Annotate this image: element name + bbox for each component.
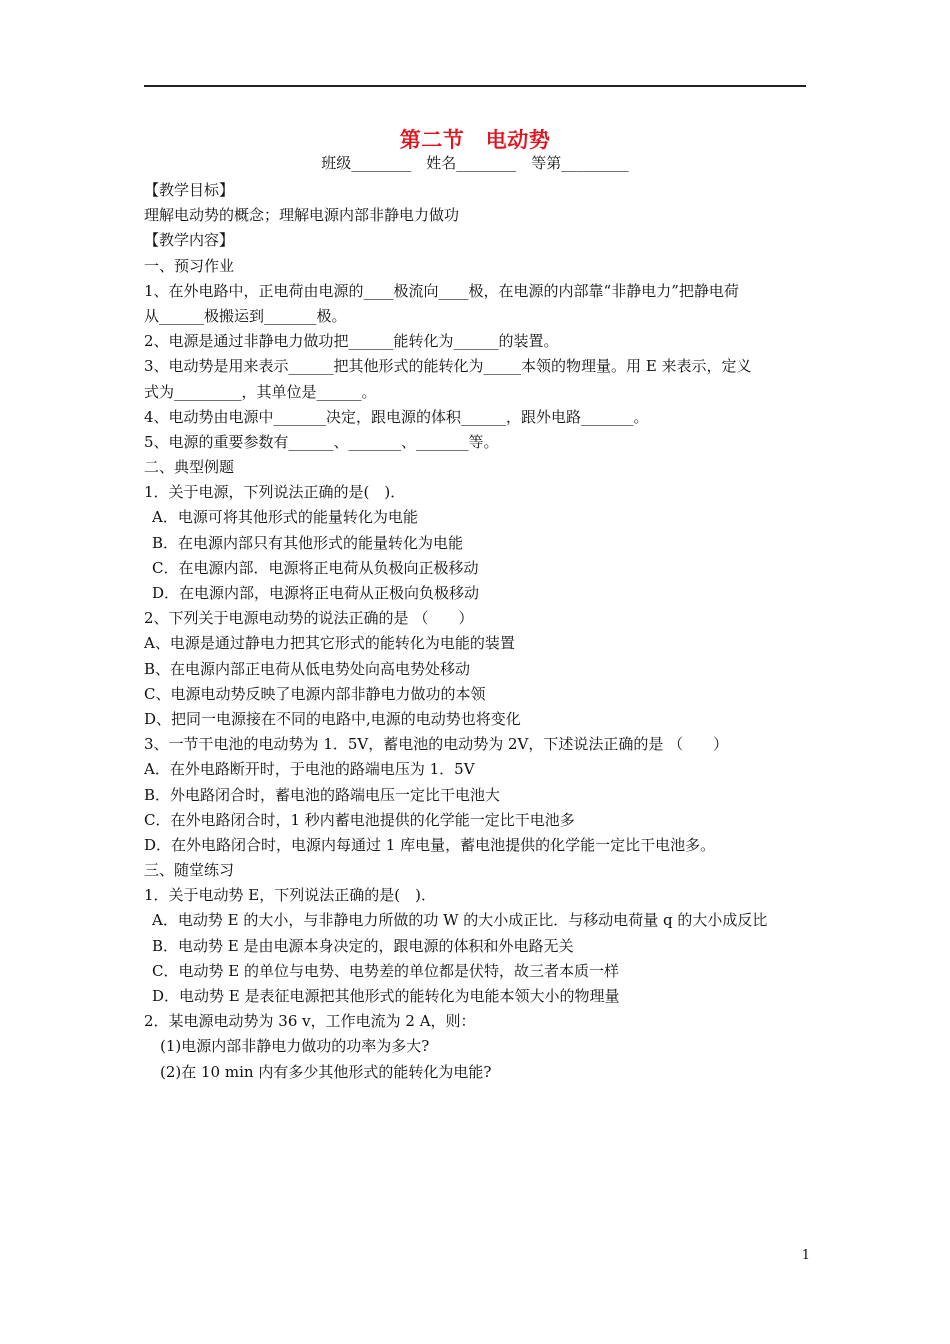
- question-option: B、在电源内部正电荷从低电势处向高电势处移动: [144, 659, 471, 678]
- sub-question: (1)电源内部非静电力做功的功率为多大?: [160, 1037, 430, 1056]
- preview-line: 1、在外电路中，正电荷由电源的____极流向____极，在电源的内部靠“非静电力”把静电荷: [144, 281, 739, 300]
- question-stem: 1．关于电源，下列说法正确的是( )．: [144, 483, 406, 502]
- preview-line: 从______极搬运到_______极。: [144, 306, 347, 325]
- content-heading: 【教学内容】: [144, 231, 235, 250]
- question-option: A．电源可将其他形式的能量转化为电能: [152, 508, 418, 527]
- question-option: B．外电路闭合时，蓄电池的路端电压一定比干电池大: [144, 785, 501, 804]
- question-stem: 2、下列关于电源电动势的说法正确的是 （ ）: [144, 609, 474, 628]
- question-option: C．在电源内部．电源将正电荷从负极向正极移动: [152, 558, 479, 577]
- header-rule: [144, 85, 806, 87]
- question-option: A．电动势 E 的大小，与非静电力所做的功 W 的大小成正比．与移动电荷量 q 的大小成反比: [152, 911, 768, 930]
- preview-line: 5、电源的重要参数有______、_______、_______等。: [144, 432, 499, 451]
- question-stem: 3、一节干电池的电动势为 1．5V，蓄电池的电动势为 2V，下述说法正确的是 （ ）: [144, 735, 729, 754]
- question-option: B．在电源内部只有其他形式的能量转化为电能: [152, 533, 464, 552]
- section-heading: 二、典型例题: [144, 458, 235, 477]
- preview-line: 2、电源是通过非静电力做功把______能转化为______的装置。: [144, 332, 559, 351]
- section-heading: 一、预习作业: [144, 256, 235, 275]
- student-info-line: 班级________ 姓名________ 等第_________: [321, 154, 629, 172]
- page-number: 1: [801, 1248, 810, 1263]
- sub-question: (2)在 10 min 内有多少其他形式的能转化为电能?: [160, 1062, 492, 1081]
- question-option: A．在外电路断开时，于电池的路端电压为 1．5V: [144, 760, 475, 779]
- question-option: D．电动势 E 是表征电源把其他形式的能转化为电能本领大小的物理量: [152, 987, 620, 1005]
- section-heading: 三、随堂练习: [144, 861, 235, 880]
- question-option: D．在电源内部，电源将正电荷从正极向负极移动: [152, 584, 480, 602]
- page-title: 第二节 电动势: [399, 127, 551, 152]
- preview-line: 式为_________，其单位是______。: [144, 382, 377, 401]
- objectives-heading: 【教学目标】: [144, 181, 235, 199]
- preview-line: 3、电动势是用来表示______把其他形式的能转化为_____本领的物理量。用 E 来表示，定义: [144, 357, 752, 376]
- question-stem: 1．关于电动势 E，下列说法正确的是( )．: [144, 886, 436, 905]
- preview-line: 4、电动势由电源中_______决定，跟电源的体积______，跟外电路_______。: [144, 407, 649, 426]
- question-option: B．电动势 E 是由电源本身决定的，跟电源的体积和外电路无关: [152, 936, 574, 955]
- document-body: [144, 178, 808, 1085]
- question-option: C、电源电动势反映了电源内部非静电力做功的本领: [144, 684, 486, 703]
- question-option: D．在外电路闭合时，电源内每通过 1 库电量，蓄电池提供的化学能一定比干电池多。: [144, 835, 716, 854]
- question-option: A、电源是通过静电力把其它形式的能转化为电能的装置: [144, 634, 515, 653]
- objectives-text: 理解电动势的概念；理解电源内部非静电力做功: [144, 206, 460, 225]
- question-stem: 2．某电源电动势为 36 v，工作电流为 2 A，则：: [144, 1012, 476, 1031]
- question-option: D、把同一电源接在不同的电路中,电源的电动势也将变化: [144, 709, 521, 728]
- question-option: C．在外电路闭合时，1 秒内蓄电池提供的化学能一定比干电池多: [144, 810, 575, 829]
- question-option: C．电动势 E 的单位与电势、电势差的单位都是伏特，故三者本质一样: [152, 961, 619, 980]
